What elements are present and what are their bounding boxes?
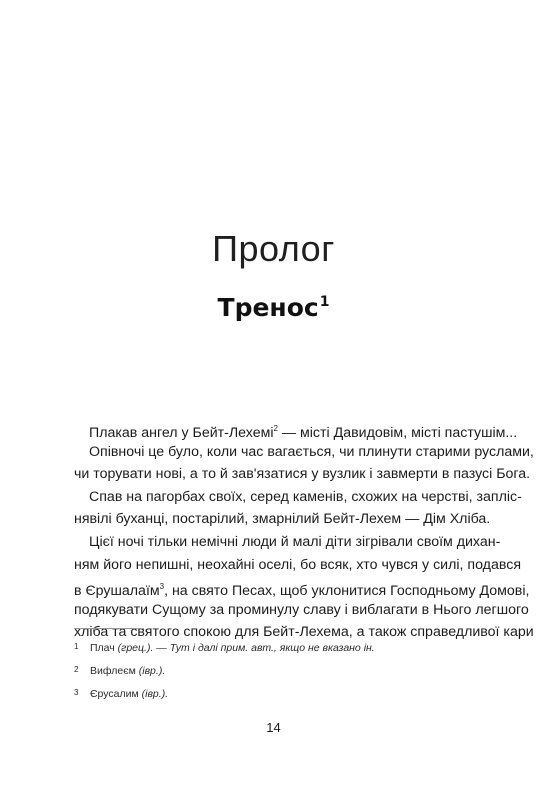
footnote-number: 1 (74, 642, 79, 651)
chapter-heading: Пролог (212, 228, 335, 269)
body-line (74, 418, 518, 441)
footnote-note: (івр.). (138, 665, 166, 677)
body-line: Опівночі це було, коли час вагається, чи плинути старими руслами, (89, 443, 534, 460)
footnote-ref: 3 (159, 582, 165, 592)
body-line: Спав на пагорбах своїх, серед каменів, схожих на черстві, запліс- (89, 488, 522, 505)
body-line: чи торувати нові, а то й зав'язатися у вузлик і завмерти в пазусі Бога. (74, 466, 531, 483)
footnotes (74, 636, 484, 705)
footnote-number: 2 (74, 665, 79, 674)
footnote-separator (74, 628, 144, 629)
footnote-note: — Тут і далі прим. авт., якщо не вказано ін. (153, 642, 375, 654)
footnote (74, 636, 484, 659)
text-run: Плакав ангел у Бейт-Лехемі (89, 425, 274, 441)
text-run: в Єрушалаїм (74, 583, 160, 600)
body-line: ням його непишні, неохайні оселі, бо всяк, хто чувся у силі, подався (74, 556, 522, 573)
footnote-note: (грец.). (117, 642, 154, 654)
text-run: , на свято Песах, щоб уклонитися Господньому Домові, (164, 583, 530, 600)
page-number: 14 (266, 720, 281, 735)
body-line: Цієї ночі тільки немічні люди й малі діти зігрівали своїм дихан- (89, 533, 501, 550)
footnote-text: Плач (90, 642, 118, 654)
text-run: — місті Давидовім, місті пастушім... (277, 425, 518, 441)
footnote (74, 659, 484, 682)
footnote-text: Вифлеєм (90, 665, 139, 677)
body-text (74, 418, 534, 644)
body-line: хліба та святого спокою для Бейт-Лехема, а також справедливої кари (74, 624, 534, 641)
footnote-ref: 2 (273, 424, 278, 433)
body-line (74, 576, 530, 600)
section-title (0, 293, 547, 322)
footnote-number: 3 (74, 688, 79, 697)
body-line: подякувати Сущому за проминулу славу і виблагати в Нього легшого (74, 601, 529, 618)
section-title-text: Тренос (217, 293, 319, 322)
footnote-ref: 1 (319, 294, 330, 310)
footnote-text: Єрусалим (90, 688, 142, 700)
body-line: нявілі буханці, постарілий, змарнілий Бейт-Лехем — Дім Хліба. (74, 511, 491, 528)
footnote (74, 682, 484, 705)
footnote-note: (івр.). (141, 688, 169, 700)
